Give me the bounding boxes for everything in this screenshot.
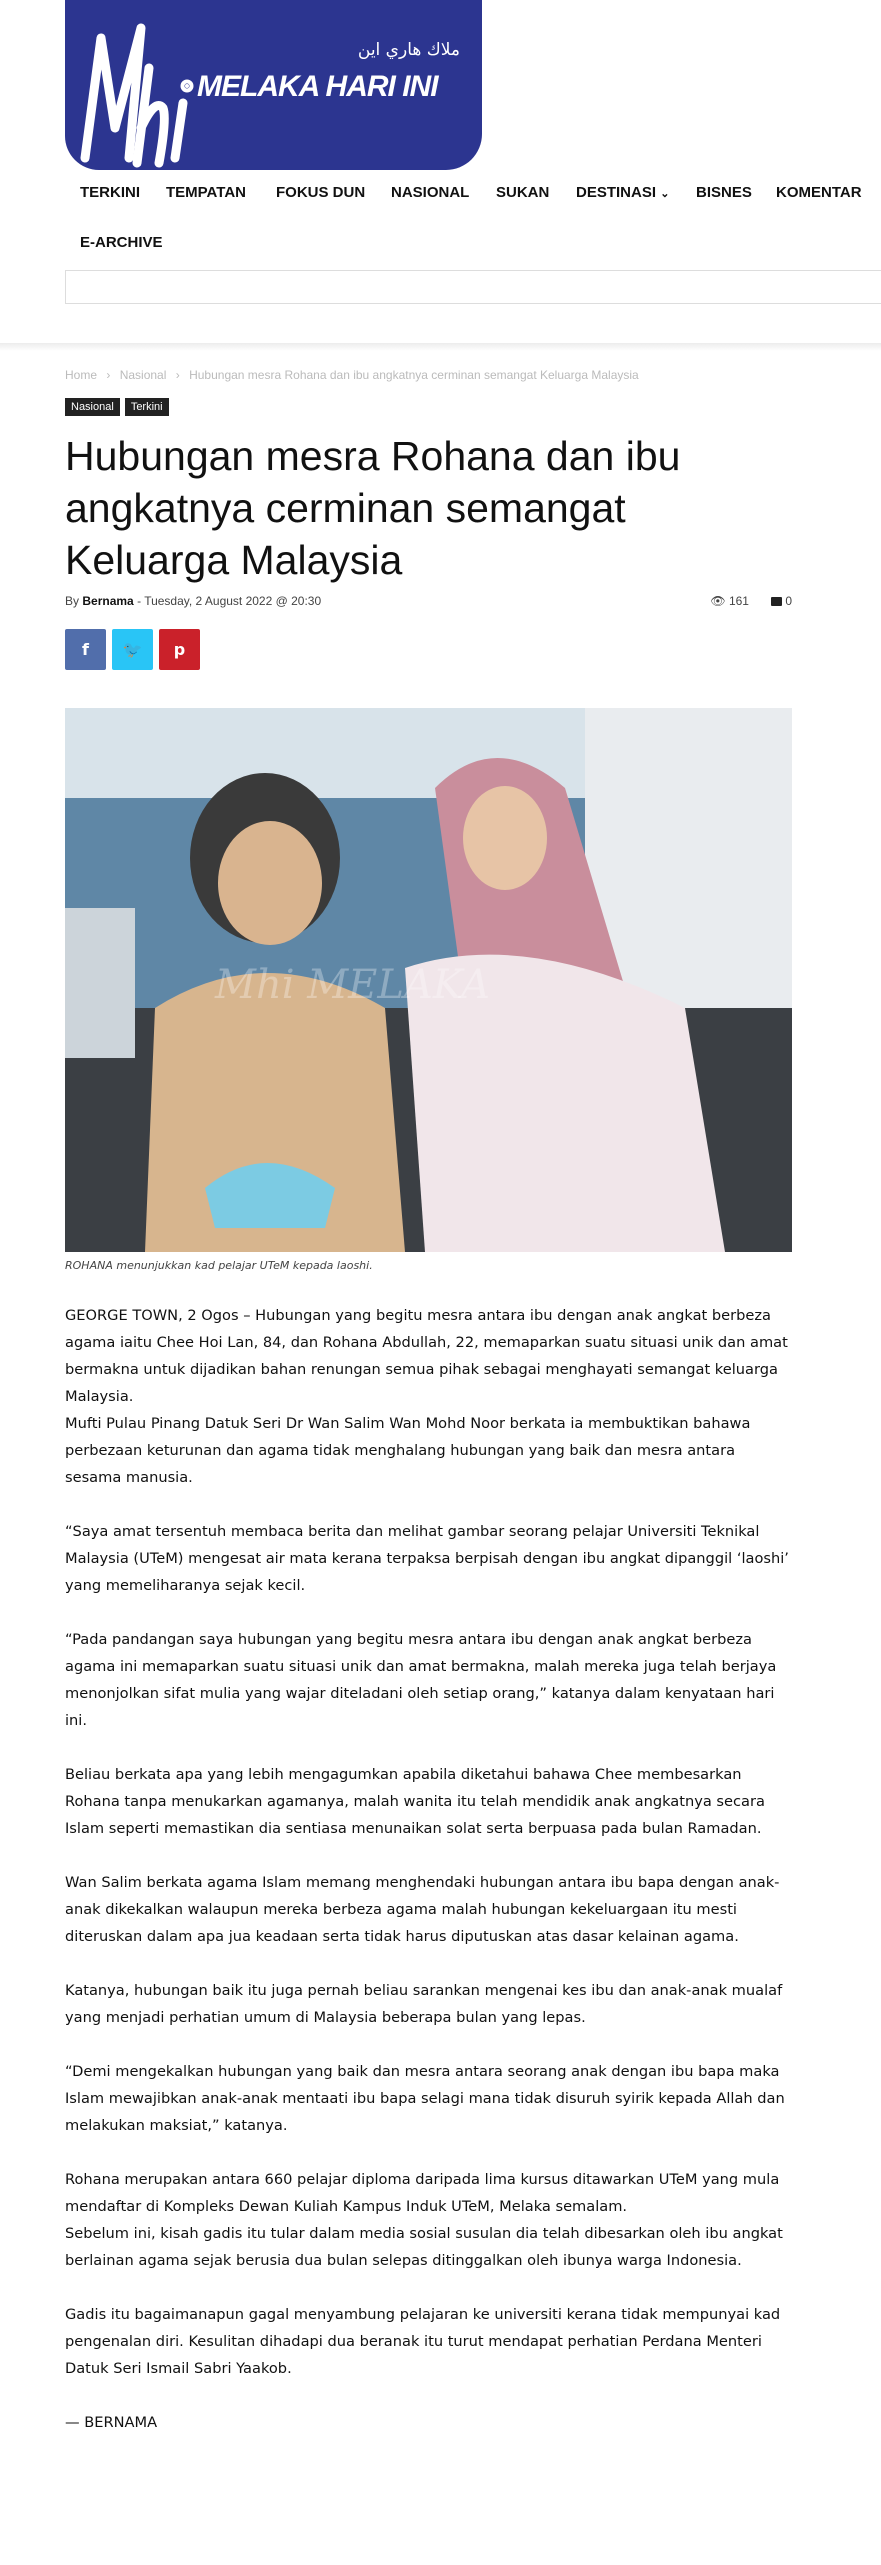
breadcrumb-separator: › xyxy=(175,368,180,382)
paragraph: Rohana merupakan antara 660 pelajar diploma daripada lima kursus ditawarkan UTeM yang mula mendaftar di Kompleks Dewan Kuliah Kampus Induk UTeM, Melaka semalam. xyxy=(65,2171,780,2215)
nav-komentar[interactable]: KOMENTAR xyxy=(776,184,862,201)
logo-jawi-text: ملاك هاري اين xyxy=(357,40,460,60)
nav-terkini[interactable]: TERKINI xyxy=(80,184,140,201)
photo-watermark: Mhi MELAKA xyxy=(215,962,490,1008)
breadcrumb-nasional[interactable]: Nasional xyxy=(119,368,167,382)
views-count xyxy=(710,594,749,608)
paragraph: Sebelum ini, kisah gadis itu tular dalam media sosial susulan dia telah dibesarkan oleh ibu angkat berlainan agama sejak berusia dua bulan selepas ditinggalkan oleh ibunya warga Indonesia. xyxy=(65,2225,783,2269)
nav-nasional[interactable]: NASIONAL xyxy=(391,184,470,201)
paragraph: Katanya, hubungan baik itu juga pernah beliau sarankan mengenai kes ibu dan anak-anak mualaf yang menjadi perhatian umum di Malaysia beberapa bulan yang lepas. xyxy=(65,1982,783,2026)
views-value: 161 xyxy=(728,594,749,608)
chevron-down-icon: ⌄ xyxy=(660,188,670,200)
logo-mark xyxy=(71,8,201,168)
article-meta xyxy=(65,594,792,610)
comments-count[interactable] xyxy=(771,594,792,608)
comment-icon xyxy=(771,597,782,606)
breadcrumb-separator: › xyxy=(106,368,111,382)
breadcrumb xyxy=(65,368,645,382)
site-logo[interactable] xyxy=(65,0,482,170)
tag-nasional[interactable]: Nasional xyxy=(65,398,120,416)
breadcrumb-current: Hubungan mesra Rohana dan ibu angkatnya cerminan semangat Keluarga Malaysia xyxy=(189,368,639,382)
nav-e-archive[interactable]: E-ARCHIVE xyxy=(80,234,163,251)
facebook-icon: f xyxy=(82,640,89,659)
paragraph: “Pada pandangan saya hubungan yang begitu mesra antara ibu dengan anak angkat berbeza agama ini memaparkan suatu situasi unik dan amat bermakna, malah mereka juga telah berjaya menonjolkan sifat mulia yang wajar diteladani oleh setiap orang,” katanya dalam kenyataan hari ini. xyxy=(65,1631,777,1729)
nav-destinasi[interactable] xyxy=(576,178,669,208)
category-tags xyxy=(65,398,169,416)
breadcrumb-home[interactable]: Home xyxy=(65,368,98,382)
source-credit: — BERNAMA xyxy=(65,2414,158,2431)
article-body xyxy=(65,1302,795,2463)
article-photo xyxy=(65,708,792,1252)
search-bar[interactable] xyxy=(65,270,881,304)
pinterest-icon: p xyxy=(173,640,186,659)
logo-name: MELAKA HARI INI xyxy=(197,70,438,103)
nav-bisnes[interactable]: BISNES xyxy=(696,184,752,201)
nav-tempatan[interactable]: TEMPATAN xyxy=(166,184,246,201)
photo-caption: ROHANA menunjukkan kad pelajar UTeM kepada laoshi. xyxy=(65,1259,373,1272)
nav-destinasi-label: DESTINASI xyxy=(576,184,657,201)
article-title: Hubungan mesra Rohana dan ibu angkatnya cerminan semangat Keluarga Malaysia xyxy=(65,433,681,583)
publish-date: Tuesday, 2 August 2022 @ 20:30 xyxy=(144,594,322,608)
facebook-share-button[interactable] xyxy=(65,629,106,670)
author-link[interactable]: Bernama xyxy=(82,594,134,608)
paragraph: “Saya amat tersentuh membaca berita dan melihat gambar seorang pelajar Universiti Teknikal Malaysia (UTeM) mengesat air mata kerana terpaksa berpisah dengan ibu angkat dipanggil ‘laoshi’ yang memeliharanya sejak kecil. xyxy=(65,1523,789,1594)
pinterest-share-button[interactable] xyxy=(159,629,200,670)
nav-sukan[interactable]: SUKAN xyxy=(496,184,550,201)
paragraph: Mufti Pulau Pinang Datuk Seri Dr Wan Salim Wan Mohd Noor berkata ia membuktikan bahawa perbezaan keturunan dan agama tidak menghalang hubungan yang baik dan mesra antara sesama manusia. xyxy=(65,1415,751,1486)
paragraph: “Demi mengekalkan hubungan yang baik dan mesra antara seorang anak dengan ibu bapa maka Islam mewajibkan anak-anak mentaati ibu bapa selagi mana tidak disuruh syirik kepada Allah dan melakukan maksiat,” katanya. xyxy=(65,2063,785,2134)
photo-illustration xyxy=(65,708,792,1252)
nav-fokus-dun[interactable]: FOKUS DUN xyxy=(276,184,366,201)
meta-dash: - xyxy=(137,594,142,608)
site-header xyxy=(0,0,881,343)
paragraph: Beliau berkata apa yang lebih mengagumkan apabila diketahui bahawa Chee membesarkan Rohana tanpa menukarkan agamanya, malah wanita itu telah mendidik anak angkatnya secara Islam seperti memastikan dia sentiasa menunaikan solat serta berpuasa pada bulan Ramadan. xyxy=(65,1766,765,1837)
share-buttons xyxy=(65,629,200,670)
comments-value: 0 xyxy=(785,594,792,608)
paragraph: Wan Salim berkata agama Islam memang menghendaki hubungan antara ibu bapa dengan anak-anak dikekalkan walaupun mereka berbeza agama malah hubungan kekeluargaan itu mesti diteruskan dalam apa jua keadaan serta tidak harus diputuskan atas dasar kelainan agama. xyxy=(65,1874,780,1945)
header-divider xyxy=(0,343,881,351)
twitter-share-button[interactable] xyxy=(112,629,153,670)
twitter-icon: 🐦 xyxy=(122,640,143,659)
by-label: By xyxy=(65,594,80,608)
paragraph: GEORGE TOWN, 2 Ogos – Hubungan yang begitu mesra antara ibu dengan anak angkat berbeza agama iaitu Chee Hoi Lan, 84, dan Rohana Abdullah, 22, memaparkan suatu situasi unik dan amat bermakna untuk dijadikan bahan renungan semua pihak sebagai menghayati semangat keluarga Malaysia. xyxy=(65,1307,788,1405)
eye-icon: 👁 xyxy=(710,594,726,608)
tag-terkini[interactable]: Terkini xyxy=(125,398,169,416)
paragraph: Gadis itu bagaimanapun gagal menyambung pelajaran ke universiti kerana tidak mempunyai kad pengenalan diri. Kesulitan dihadapi dua beranak itu turut mendapat perhatian Perdana Menteri Datuk Seri Ismail Sabri Yaakob. xyxy=(65,2306,781,2377)
